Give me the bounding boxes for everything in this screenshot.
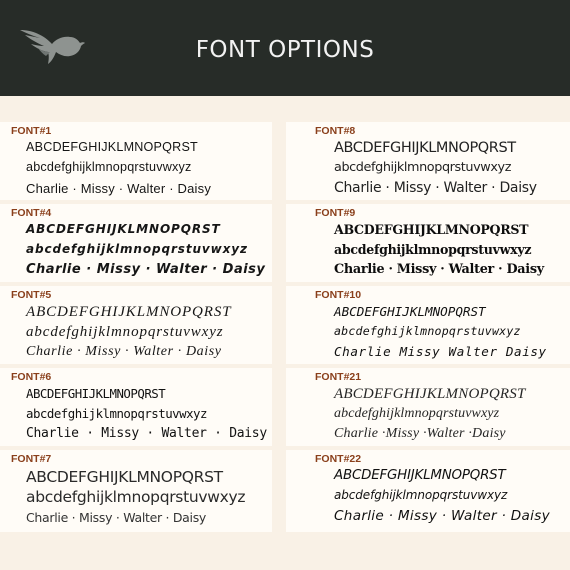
names-sample: Charlie · Missy · Walter · Daisy [26,426,267,441]
names-sample: Charlie Missy Walter Daisy [334,344,547,359]
names-sample: Charlie · Missy · Walter · Daisy [26,344,222,359]
lowercase-sample: abcdefghijklmnopqrstuvwxyz [334,406,500,421]
lowercase-sample: abcdefghijklmnopqrstuvwxyz [334,488,508,502]
font-label: FONT#22 [315,453,362,465]
uppercase-sample: ABCDEFGHIJKLMNOPQRST [334,468,506,483]
lowercase-sample: abcdefghijklmnopqrstuvwxyz [334,242,532,257]
font-card-7 [0,450,272,532]
font-card-21 [286,368,570,446]
font-card-6 [0,368,272,446]
font-label: FONT#9 [315,207,356,219]
lowercase-sample: abcdefghijklmnopqrstuvwxyz [26,324,224,340]
font-label: FONT#1 [11,125,52,137]
lowercase-sample: abcdefghijklmnopqrstuvwxyz [26,406,207,421]
uppercase-sample: ABCDEFGHIJKLMNOPQRST [334,304,486,319]
font-card-10 [286,286,570,364]
uppercase-sample: ABCDEFGHIJKLMNOPQRST [334,140,516,156]
names-sample: Charlie · Missy · Walter · Daisy [334,180,537,196]
lowercase-sample: abcdefghijklmnopqrstuvwxyz [26,242,248,256]
uppercase-sample: ABCDEFGHIJKLMNOPQRST [26,140,198,154]
lowercase-sample: abcdefghijklmnopqrstuvwxyz [334,160,512,175]
font-label: FONT#21 [315,371,362,383]
names-sample: Charlie · Missy · Walter · Daisy [26,262,266,277]
names-sample: Charlie · Missy · Walter · Daisy [334,508,550,524]
page-title: FONT OPTIONS [195,37,375,63]
font-label: FONT#8 [315,125,356,137]
font-card-8 [286,122,570,200]
uppercase-sample: ABCDEFGHIJKLMNOPQRST [26,386,166,401]
font-card-1 [0,122,272,200]
font-label: FONT#4 [11,207,52,219]
uppercase-sample: ABCDEFGHIJKLMNOPQRST [334,386,526,402]
header-bar [0,0,570,96]
font-label: FONT#10 [315,289,362,301]
font-label: FONT#6 [11,371,52,383]
uppercase-sample: ABCDEFGHIJKLMNOPQRST [26,304,232,320]
names-sample: Charlie · Missy · Walter · Daisy [26,510,207,525]
font-label: FONT#5 [11,289,52,301]
font-card-4 [0,204,272,282]
font-card-9 [286,204,570,282]
font-card-22 [286,450,570,532]
lowercase-sample: abcdefghijklmnopqrstuvwxyz [26,488,246,506]
names-sample: Charlie · Missy · Walter · Daisy [334,262,544,277]
lowercase-sample: abcdefghijklmnopqrstuvwxyz [26,160,192,174]
font-label: FONT#7 [11,453,52,465]
lowercase-sample: abcdefghijklmnopqrstuvwxyz [334,324,521,338]
uppercase-sample: ABCDEFGHIJKLMNOPQRST [26,222,221,236]
names-sample: Charlie ·Missy ·Walter ·Daisy [334,426,506,441]
font-card-5 [0,286,272,364]
uppercase-sample: ABCDEFGHIJKLMNOPQRST [26,468,223,486]
names-sample: Charlie · Missy · Walter · Daisy [26,181,212,196]
uppercase-sample: ABCDEFGHIJKLMNOPQRST [334,222,529,237]
